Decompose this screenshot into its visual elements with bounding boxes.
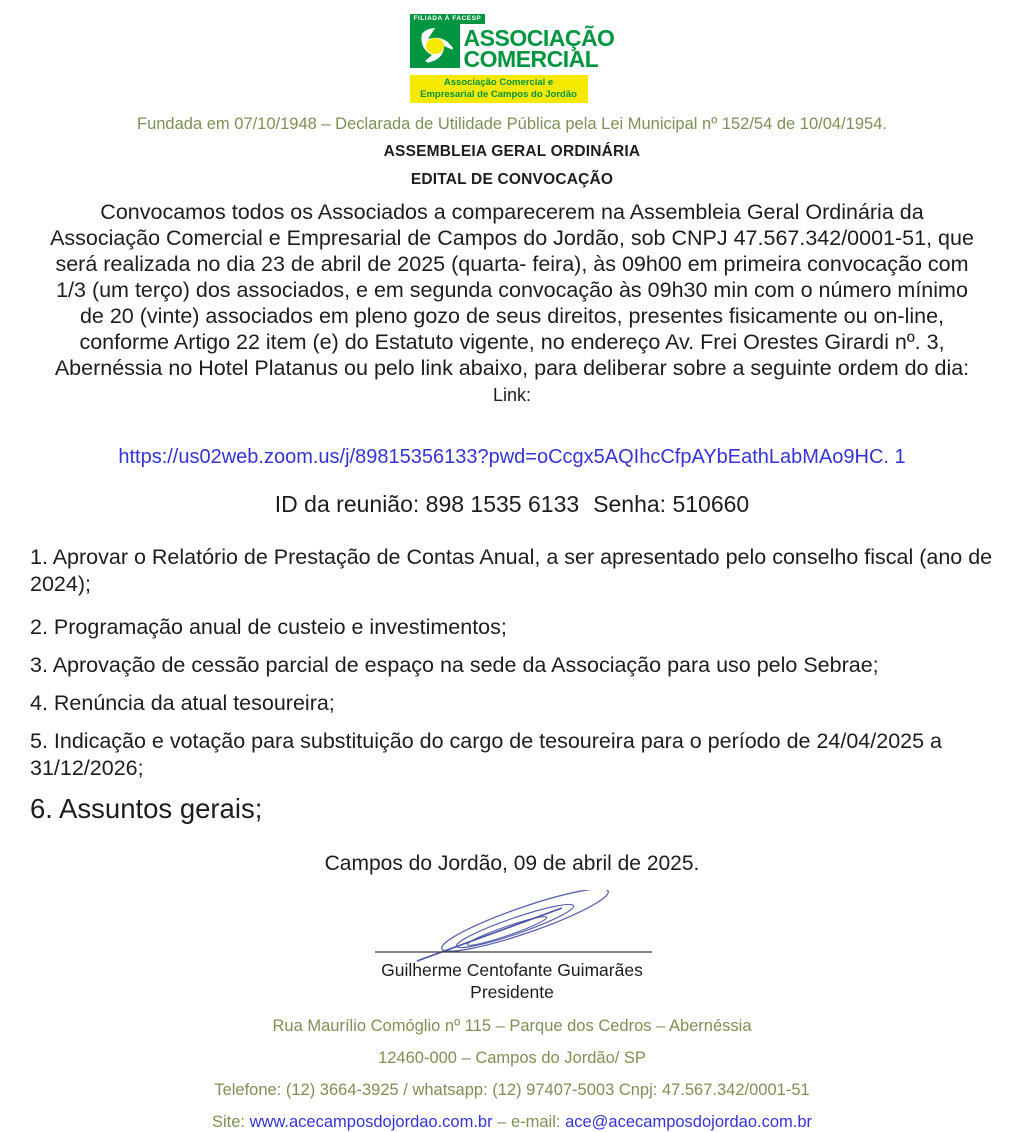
footer-phone-line: Telefone: (12) 3664-3925 / whatsapp: (12) 97407-5003 Cnpj: 47.567.342/0001-51 — [214, 1081, 810, 1099]
footer-address-line2: 12460-000 – Campos do Jordão/ SP — [378, 1049, 646, 1067]
founded-line: Fundada em 07/10/1948 – Declarada de Utilidade Pública pela Lei Municipal nº 152/54 de 10/04/1954. — [137, 115, 887, 133]
logo-block — [0, 14, 1024, 103]
agenda-item-3: 3. Aprovação de cessão parcial de espaço na sede da Associação para uso pelo Sebrae; — [30, 653, 879, 677]
date-line: Campos do Jordão, 09 de abril de 2025. — [324, 852, 700, 875]
aperture-logo-icon — [410, 24, 460, 73]
handwritten-signature — [357, 890, 667, 962]
meeting-password-value: Senha: 510660 — [593, 491, 750, 517]
footer-address-line1: Rua Maurílio Comóglio nº 115 – Parque dos Cedros – Abernéssia — [272, 1017, 752, 1035]
zoom-meeting-link[interactable]: https://us02web.zoom.us/j/89815356133?pwd=oCcgx5AQIhcCfpAYbEathLabMAo9HC. 1 — [118, 446, 906, 468]
convocation-paragraph: Convocamos todos os Associados a comparecerem na Assembleia Geral Ordinária da Associação Comercial e Empresarial de Campos do Jordão, sob CNPJ 47.567.342/0001-51, que será realizada no dia 23 de abril de 2025 (quarta- feira), às 09h00 em primeira convocação com 1/3 (um terço) dos associados, e em segunda convocação às 09h30 min com o número mínimo de 20 (vinte) associados em pleno gozo de seus direitos, presentes fisicamente ou on-line, conforme Artigo 22 item (e) do Estatuto vigente, no endereço Av. Frei Orestes Girardi nº. 3, Abernéssia no Hotel Platanus ou pelo link abaixo, para deliberar sobre a seguinte ordem do dia: — [50, 200, 974, 380]
signer-name: Guilherme Centofante Guimarães — [381, 960, 643, 980]
meeting-id-line — [0, 491, 1024, 518]
footer-site-line — [0, 1113, 1024, 1132]
site-link[interactable]: www.acecamposdojordao.com.br — [249, 1113, 493, 1131]
agenda-list — [30, 544, 994, 822]
agenda-item-2: 2. Programação anual de custeio e investimentos; — [30, 615, 507, 639]
link-label: Link: — [492, 385, 532, 405]
logo-subtitle-band — [410, 75, 588, 103]
agenda-item-1: 1. Aprovar o Relatório de Prestação de Contas Anual, a ser apresentado pelo conselho fiscal (ano de 2024); — [30, 545, 993, 596]
email-link[interactable]: ace@acecamposdojordao.com.br — [565, 1113, 813, 1131]
logo-band-line1: Associação Comercial e — [443, 77, 554, 88]
agenda-item-4: 4. Renúncia da atual tesoureira; — [30, 691, 335, 715]
logo-band-line2: Empresarial de Campos do Jordão — [420, 88, 577, 100]
logo-name-line2: COMERCIAL — [463, 45, 599, 72]
logo-affiliation-tag: FILIADA À FACESP — [410, 14, 486, 24]
agenda-item-6: 6. Assuntos gerais; — [30, 793, 263, 824]
title-edital: EDITAL DE CONVOCAÇÃO — [410, 171, 614, 188]
logo-name-line1: ASSOCIAÇÃO — [463, 24, 615, 51]
meeting-id-value: ID da reunião: 898 1535 6133 — [274, 491, 580, 517]
footer — [0, 1017, 1024, 1132]
association-logo — [410, 14, 615, 103]
title-assembleia: ASSEMBLEIA GERAL ORDINÁRIA — [383, 143, 641, 160]
signature-block — [0, 890, 1024, 1003]
email-separator: – e-mail: — [497, 1113, 561, 1131]
site-label: Site: — [211, 1113, 245, 1131]
signer-role: Presidente — [470, 982, 554, 1002]
agenda-item-5: 5. Indicação e votação para substituição do cargo de tesoureira para o período de 24/04/2025 a 31/12/2026; — [30, 729, 942, 780]
